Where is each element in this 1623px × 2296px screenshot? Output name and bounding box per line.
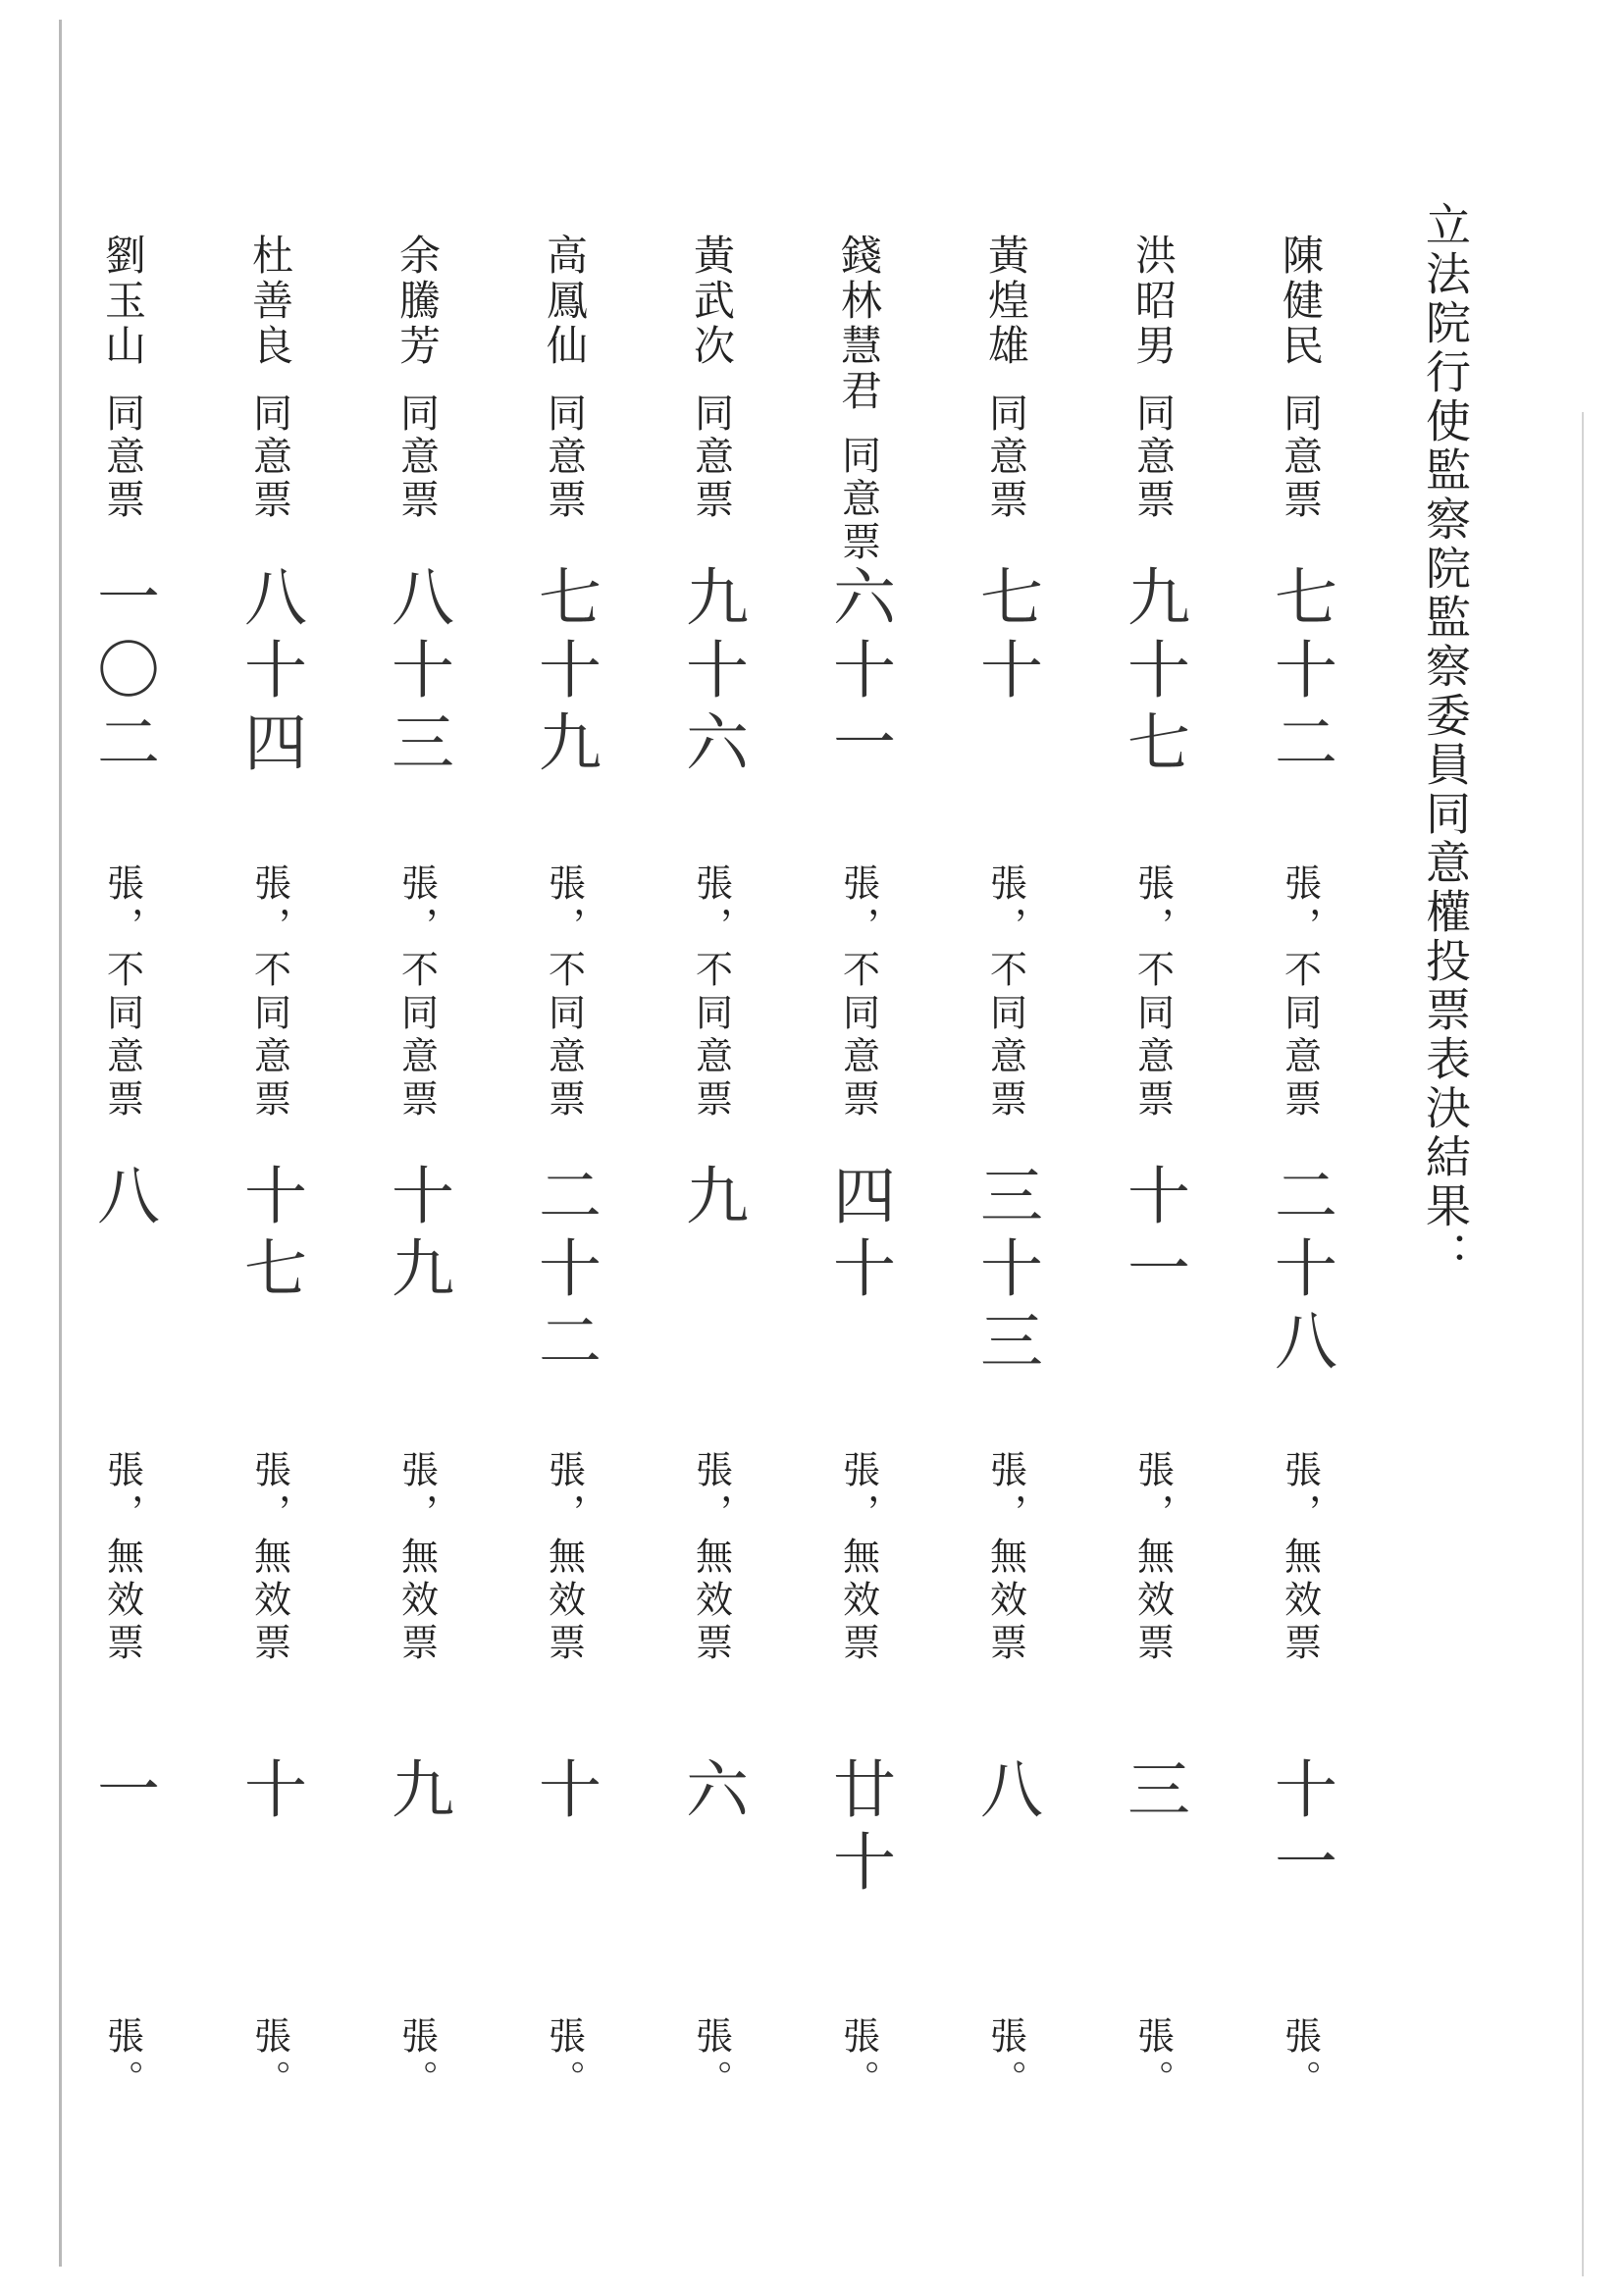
disagree-count: 十七 (234, 1163, 306, 1308)
page-margin-line (59, 20, 62, 2267)
disagree-label: 張，不同意票 (689, 863, 733, 1122)
candidate-name: 錢林慧君 (835, 234, 883, 414)
document-title: 立法院行使監察院監察委員同意權投票表決結果： (1419, 201, 1472, 1280)
agree-label: 同意票 (246, 392, 292, 522)
invalid-count: 廿十 (822, 1756, 895, 1902)
candidate-column (1261, 0, 1339, 2296)
disagree-label: 張，不同意票 (247, 863, 291, 1122)
unit-end: 張。 (100, 2016, 144, 2103)
disagree-count: 八 (86, 1163, 159, 1235)
invalid-label: 張，無效票 (689, 1450, 733, 1666)
unit-end: 張。 (542, 2016, 586, 2103)
unit-end: 張。 (689, 2016, 733, 2103)
invalid-label: 張，無效票 (1278, 1450, 1322, 1666)
unit-end: 張。 (1278, 2016, 1322, 2103)
invalid-label: 張，無效票 (542, 1450, 586, 1666)
invalid-count: 八 (969, 1756, 1042, 1829)
agree-label: 同意票 (99, 392, 145, 522)
candidate-name: 杜善良 (246, 234, 294, 369)
invalid-count: 九 (381, 1756, 453, 1829)
candidate-column (525, 0, 603, 2296)
agree-count: 六十一 (822, 564, 895, 782)
agree-label: 同意票 (688, 392, 734, 522)
invalid-label: 張，無效票 (394, 1450, 439, 1666)
candidate-column (1114, 0, 1192, 2296)
agree-label: 同意票 (982, 392, 1028, 522)
disagree-label: 張，不同意票 (542, 863, 586, 1122)
disagree-label: 張，不同意票 (836, 863, 880, 1122)
invalid-label: 張，無效票 (100, 1450, 144, 1666)
disagree-count: 二十二 (528, 1163, 601, 1381)
unit-end: 張。 (836, 2016, 880, 2103)
unit-end: 張。 (1130, 2016, 1175, 2103)
agree-count: 九十六 (675, 564, 748, 782)
disagree-count: 三十三 (969, 1163, 1042, 1381)
candidate-name: 黃煌雄 (982, 234, 1030, 369)
candidate-name: 劉玉山 (99, 234, 147, 369)
disagree-label: 張，不同意票 (983, 863, 1027, 1122)
agree-label: 同意票 (393, 392, 440, 522)
disagree-count: 十九 (381, 1163, 453, 1308)
agree-count: 七十二 (1264, 564, 1336, 782)
agree-label: 同意票 (835, 435, 881, 564)
invalid-count: 三 (1117, 1756, 1189, 1829)
candidate-name: 陳健民 (1277, 234, 1325, 369)
agree-count: 一〇二 (86, 564, 159, 782)
invalid-count: 十一 (1264, 1756, 1336, 1902)
agree-count: 八十三 (381, 564, 453, 782)
candidate-column (378, 0, 456, 2296)
disagree-label: 張，不同意票 (100, 863, 144, 1122)
invalid-label: 張，無效票 (836, 1450, 880, 1666)
candidate-column (231, 0, 309, 2296)
candidate-name: 高鳳仙 (541, 234, 589, 369)
disagree-count: 二十八 (1264, 1163, 1336, 1381)
disagree-label: 張，不同意票 (394, 863, 439, 1122)
unit-end: 張。 (394, 2016, 439, 2103)
unit-end: 張。 (983, 2016, 1027, 2103)
candidate-name: 余騰芳 (393, 234, 442, 369)
invalid-count: 一 (86, 1756, 159, 1829)
candidate-column (672, 0, 751, 2296)
candidate-name: 黃武次 (688, 234, 736, 369)
invalid-count: 六 (675, 1756, 748, 1829)
candidate-name: 洪昭男 (1129, 234, 1178, 369)
candidate-column (819, 0, 898, 2296)
invalid-label: 張，無效票 (983, 1450, 1027, 1666)
agree-count: 七十 (969, 564, 1042, 709)
disagree-label: 張，不同意票 (1278, 863, 1322, 1122)
agree-count: 九十七 (1117, 564, 1189, 782)
agree-count: 八十四 (234, 564, 306, 782)
disagree-label: 張，不同意票 (1130, 863, 1175, 1122)
candidate-column (83, 0, 162, 2296)
invalid-count: 十 (234, 1756, 306, 1829)
candidate-column (967, 0, 1045, 2296)
unit-end: 張。 (247, 2016, 291, 2103)
invalid-label: 張，無效票 (1130, 1450, 1175, 1666)
agree-label: 同意票 (541, 392, 587, 522)
disagree-count: 四十 (822, 1163, 895, 1308)
disagree-count: 十一 (1117, 1163, 1189, 1308)
agree-label: 同意票 (1129, 392, 1176, 522)
invalid-label: 張，無效票 (247, 1450, 291, 1666)
page-edge-line (1582, 412, 1584, 2276)
disagree-count: 九 (675, 1163, 748, 1235)
invalid-count: 十 (528, 1756, 601, 1829)
agree-count: 七十九 (528, 564, 601, 782)
agree-label: 同意票 (1277, 392, 1323, 522)
